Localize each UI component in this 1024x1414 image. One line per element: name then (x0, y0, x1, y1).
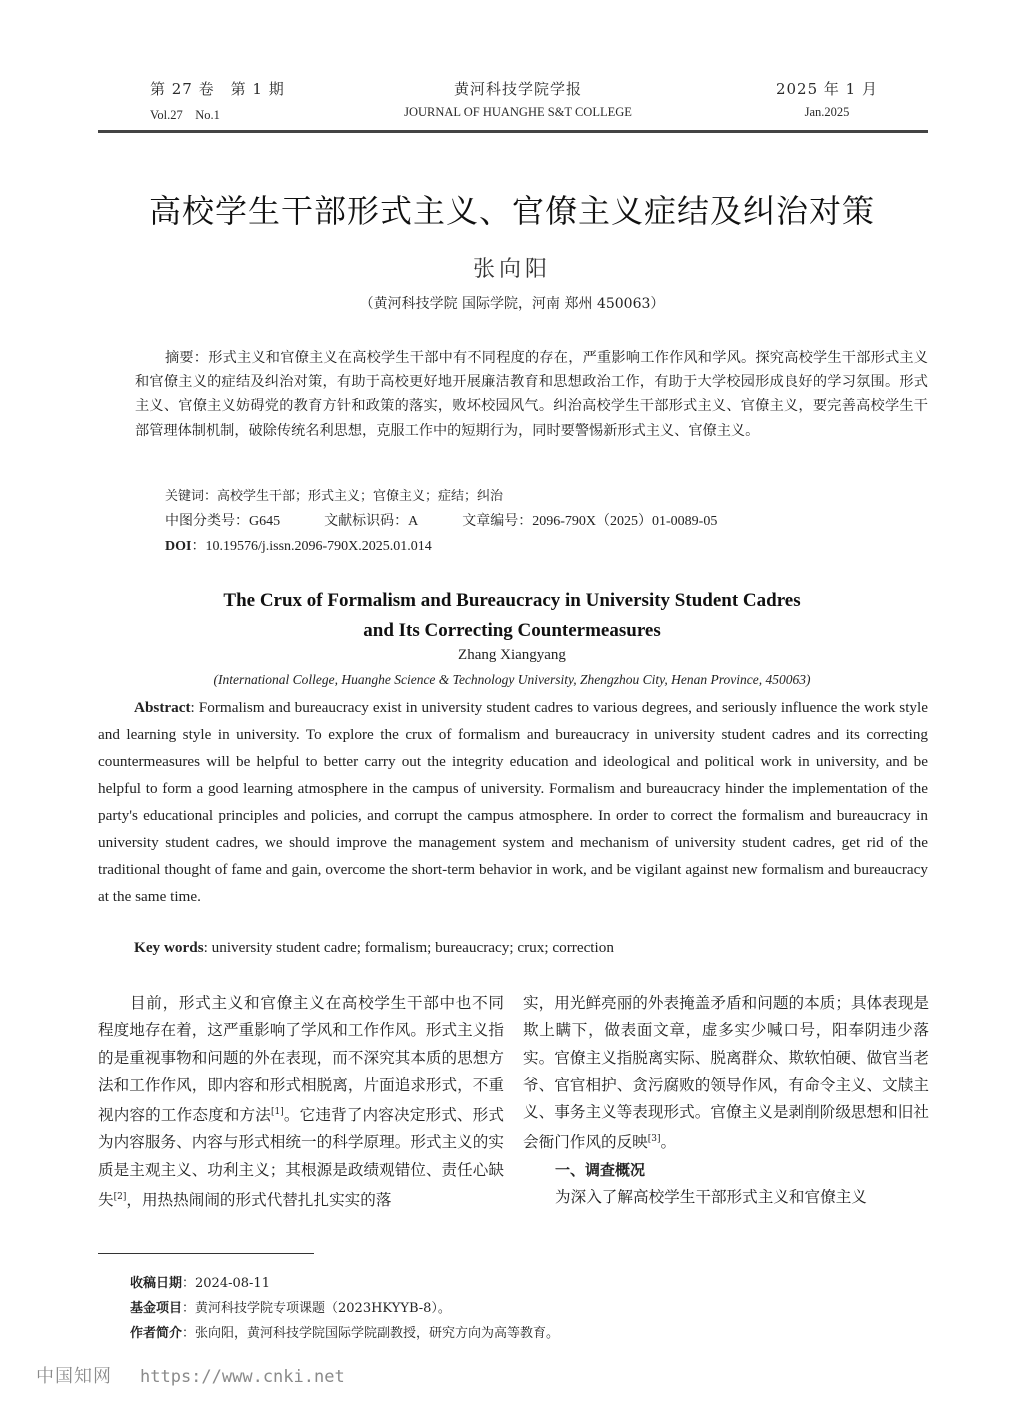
abstract-en (98, 694, 928, 910)
clc-label: 中图分类号： (165, 513, 249, 529)
date-cn: 2025 年 1 月 (775, 80, 878, 98)
author-cn: 张向阳 (472, 257, 551, 282)
citation-ref-2[interactable]: [2] (113, 1192, 127, 1203)
doc-code-label: 文献标识码： (324, 513, 409, 529)
footnote-rule (98, 1253, 314, 1254)
author-en: Zhang Xiangyang (458, 647, 566, 663)
journal-name-cn: 黄河科技学院学报 (453, 80, 582, 98)
fund-value: ：黄河科技学院专项课题（2023HKYYB-8）。 (182, 1301, 451, 1316)
article-title-en (0, 586, 1024, 646)
journal-header (98, 78, 928, 132)
citation-ref-3[interactable]: [3] (647, 1134, 661, 1145)
cnki-watermark (36, 1362, 345, 1388)
body-column-right (523, 990, 929, 1211)
watermark-url[interactable]: https://www.cnki.net (140, 1367, 345, 1387)
bio-label: 作者简介 (130, 1326, 183, 1341)
volume-cn: 第 27 卷 第 1 期 (150, 80, 285, 98)
header-rule (98, 130, 928, 133)
abstract-en-label: Abstract (134, 699, 191, 716)
section-heading: 一、调查概况 (555, 1160, 646, 1179)
keywords-en (134, 939, 614, 957)
abstract-cn-label: 摘要： (165, 350, 209, 366)
abstract-en-text: : Formalism and bureaucracy exist in university student cadres to various degrees, and seriously influence the work style and learning style in university. To explore the crux of formalism and bureaucracy in university student cadres and its correcting countermeasures will be helpful to better carry out the integrity education and ideological and political work in university, and be helpful to form a good learning atmosphere in the campus of university. Formalism and bureaucracy hinder the implementation of the party's educational principles and policies, and corrupt the campus atmosphere. In order to correct the formalism and bureaucracy in university student cadres, we should improve the management system and mechanism of university student cadres, get rid of the traditional thought of fame and gain, overcome the short-term behavior in work, and be vigilant against new formalism and bureaucracy at the same time. (98, 699, 928, 905)
body-paragraph: 为深入了解高校学生干部形式主义和官僚主义 (555, 1188, 867, 1207)
keywords-cn-text: 高校学生干部；形式主义；官僚主义；症结；纠治 (217, 489, 504, 504)
volume-en: Vol.27 No.1 (150, 108, 220, 122)
doi-label: DOI (165, 539, 192, 554)
received-value: ：2024-08-11 (182, 1276, 270, 1291)
date-en: Jan.2025 (804, 105, 850, 119)
body-text: 实，用光鲜亮丽的外表掩盖矛盾和问题的本质；具体表现是欺上瞒下，做表面文章，虚多实少喊口号，阳奉阴违少落实。官僚主义指脱离实际、脱离群众、欺软怕硬、做官当老爷、官官相护、贪污腐败的领导作风，有命令主义、文牍主义、事务主义等表现形式。官僚主义是剥削阶级思想和旧社会衙门作风的反映 (523, 994, 929, 1152)
doc-code-value: A (408, 514, 419, 529)
header-volume (150, 78, 285, 123)
classification-line (165, 510, 717, 530)
keywords-cn-label: 关键词： (165, 489, 218, 504)
title-en-line-1: The Crux of Formalism and Bureaucracy in University Student Cadres (223, 590, 801, 611)
body-paragraph (98, 990, 504, 1214)
keywords-cn (165, 485, 503, 504)
doi-value[interactable]: ：10.19576/j.issn.2096-790X.2025.01.014 (191, 539, 432, 554)
watermark-site: 中国知网 (36, 1366, 112, 1387)
body-text: ，用热热闹闹的形式代替扎扎实实的落 (126, 1191, 392, 1210)
body-text: 。 (660, 1133, 677, 1152)
body-text: 目前，形式主义和官僚主义在高校学生干部中也不同程度地存在着，这严重影响了学风和工作作风。形式主义指的是重视事物和问题的外在表现，而不深究其本质的思想方法和工作作风，即内容和形式相脱离，片面追求形式，不重视内容的工作态度和方法 (98, 994, 504, 1125)
footnote-fund (130, 1297, 451, 1316)
body-column-left (98, 990, 504, 1214)
article-title-cn: 高校学生干部形式主义、官僚主义症结及纠治对策 (148, 192, 875, 230)
header-date (776, 78, 878, 120)
doi-line (165, 535, 432, 555)
abstract-cn (135, 346, 928, 443)
journal-name-en: JOURNAL OF HUANGHE S&T COLLEGE (404, 105, 632, 119)
body-paragraph (523, 990, 929, 1157)
affiliation-en (0, 672, 1024, 688)
footnote-bio (130, 1322, 559, 1341)
title-en-line-2: and Its Correcting Countermeasures (363, 620, 661, 641)
affiliation-en-text: (International College, Huanghe Science & Technology University, Zhengzhou City, Henan Province, 450063) (213, 672, 811, 687)
fund-label: 基金项目 (130, 1301, 183, 1316)
keywords-en-label: Key words (134, 939, 204, 956)
article-no-value: 2096-790X（2025）01-0089-05 (532, 514, 718, 529)
abstract-cn-text: 形式主义和官僚主义在高校学生干部中有不同程度的存在，严重影响工作作风和学风。探究高校学生干部形式主义和官僚主义的症结及纠治对策，有助于高校更好地开展廉洁教育和思想政治工作，有助于大学校园形成良好的学习氛围。形式主义、官僚主义妨碍党的教育方针和政策的落实，败坏校园风气。纠治高校学生干部形式主义、官僚主义，要完善高校学生干部管理体制机制，破除传统名利思想，克服工作中的短期行为，同时要警惕新形式主义、官僚主义。 (135, 350, 928, 439)
body-text: 。它违背了内容决定形式、形式为内容服务、内容与形式相统一的科学原理。形式主义的实质是主观主义、功利主义；其根源是政绩观错位、责任心缺失 (98, 1106, 504, 1210)
keywords-en-text: : university student cadre; formalism; bureaucracy; crux; correction (203, 939, 614, 956)
clc-value: G645 (249, 514, 281, 529)
bio-value: ：张向阳，黄河科技学院国际学院副教授，研究方向为高等教育。 (182, 1326, 560, 1341)
footnote-received (130, 1272, 270, 1291)
header-journal (358, 78, 678, 120)
received-label: 收稿日期 (130, 1276, 183, 1291)
citation-ref-1[interactable]: [1] (271, 1107, 284, 1118)
affiliation-cn: （黄河科技学院 国际学院，河南 郑州 450063） (359, 296, 665, 312)
article-no-label: 文章编号： (462, 513, 533, 529)
